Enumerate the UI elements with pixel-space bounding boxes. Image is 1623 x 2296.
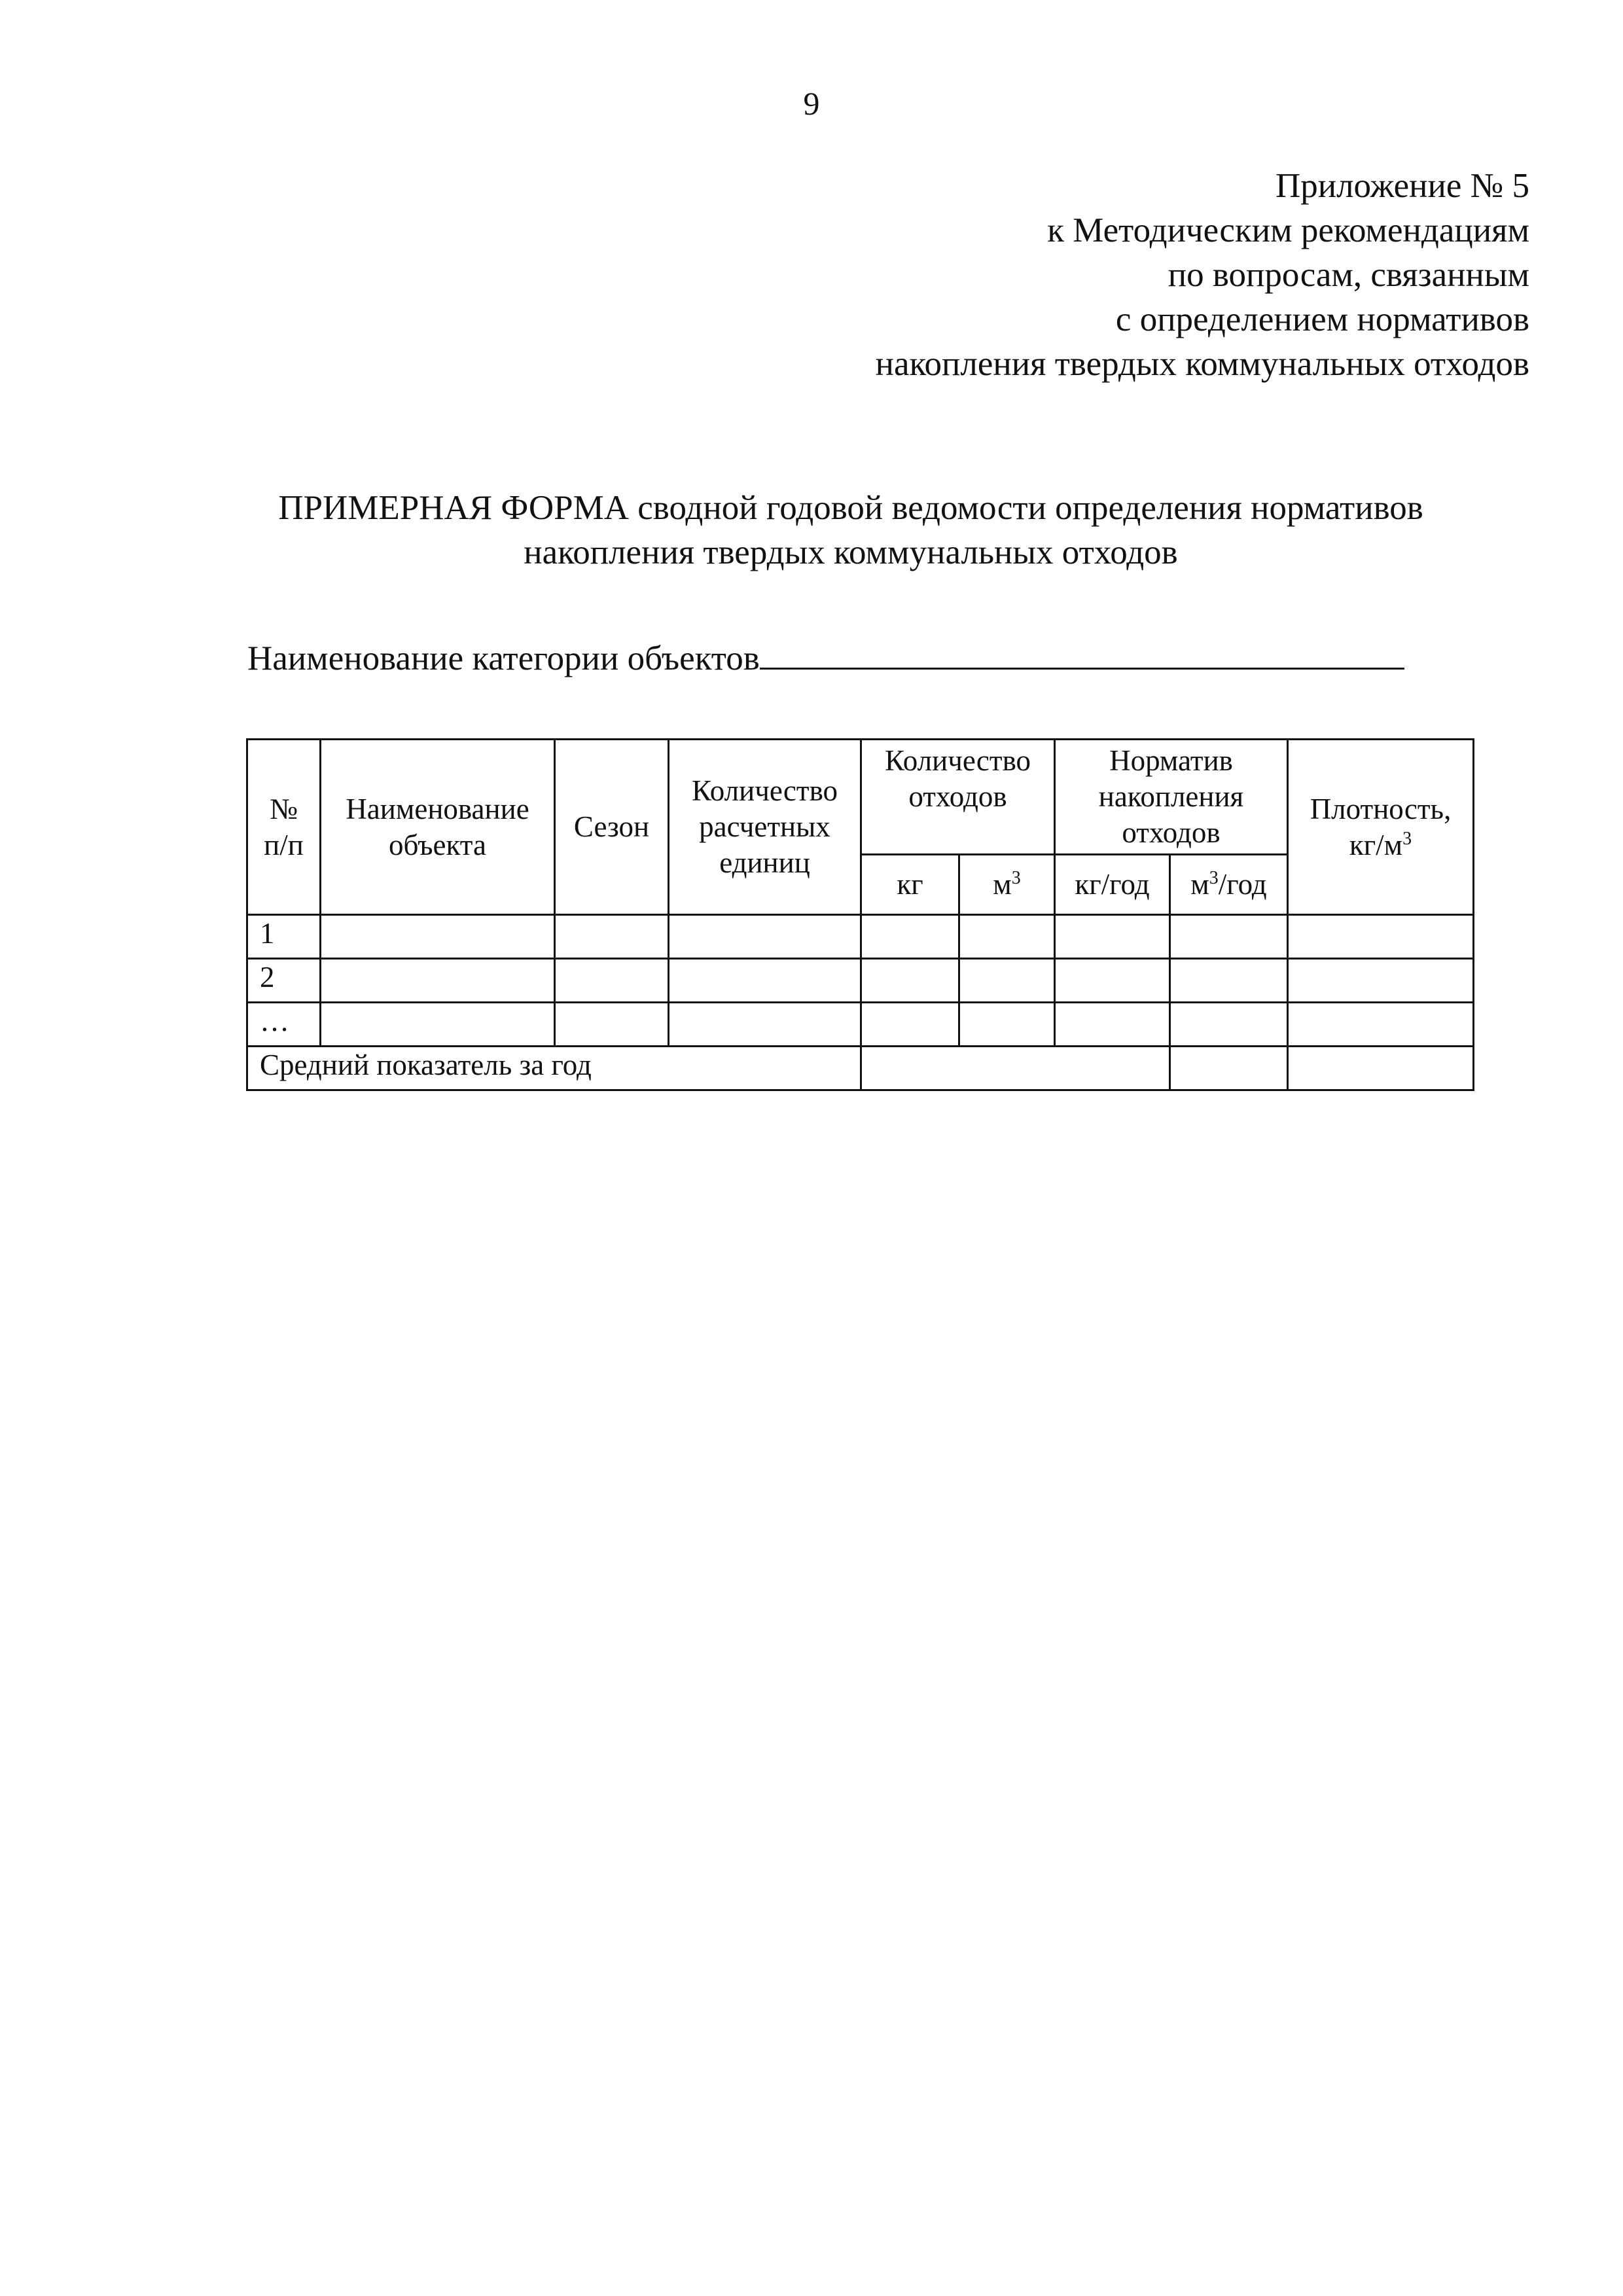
cell-density — [1288, 959, 1474, 1003]
page-number: 9 — [803, 85, 820, 122]
unit-text: кг/год — [1075, 868, 1150, 901]
header-row — [247, 740, 1474, 855]
unit-text: м — [993, 868, 1012, 901]
cell-m3-per-year — [1170, 915, 1288, 959]
header-text: Плотность, — [1310, 792, 1452, 825]
header-object-name — [321, 740, 555, 915]
header-text: Норматив — [1109, 744, 1233, 777]
cell-units — [669, 1003, 861, 1047]
header-text: расчетных — [699, 810, 830, 843]
cell-m3 — [959, 1003, 1055, 1047]
cell-units — [669, 959, 861, 1003]
cell-m3-per-year — [1170, 959, 1288, 1003]
summary-row — [247, 1047, 1474, 1090]
header-waste-quantity — [861, 740, 1055, 855]
cell-kg-per-year — [1055, 1003, 1170, 1047]
cell-kg — [861, 1003, 959, 1047]
unit-text: м — [1190, 868, 1209, 901]
unit-exponent: 3 — [1402, 828, 1412, 849]
table-row — [247, 959, 1474, 1003]
cell-density — [1288, 915, 1474, 959]
header-text: отходов — [1122, 816, 1221, 849]
subheader-m3-per-year — [1170, 855, 1288, 915]
appendix-line: по вопросам, связанным — [1168, 256, 1529, 294]
cell-object-name — [321, 915, 555, 959]
appendix-line: к Методическим рекомендациям — [1047, 211, 1529, 249]
subheader-kg-per-year — [1055, 855, 1170, 915]
header-text: Наименование — [346, 792, 529, 825]
category-label: Наименование категории объектов — [247, 639, 760, 677]
table-row — [247, 1003, 1474, 1047]
form-title-line: накопления твердых коммунальных отходов — [524, 533, 1178, 571]
header-text: Сезон — [573, 810, 650, 843]
appendix-reference — [876, 164, 1529, 386]
appendix-line: Приложение № 5 — [1275, 167, 1529, 205]
summary-label: Средний показатель за год — [247, 1047, 861, 1090]
header-accumulation-norm — [1055, 740, 1288, 855]
cell-m3 — [959, 959, 1055, 1003]
subheader-kg — [861, 855, 959, 915]
summary-table — [246, 738, 1474, 1091]
header-text: № — [270, 792, 298, 825]
cell-kg — [861, 915, 959, 959]
unit-exponent: 3 — [1209, 868, 1219, 888]
cell-kg — [861, 959, 959, 1003]
header-text: отходов — [908, 780, 1007, 813]
table-row — [247, 915, 1474, 959]
cell-m3-per-year — [1170, 1003, 1288, 1047]
header-text: объекта — [389, 828, 486, 861]
header-number — [247, 740, 321, 915]
header-units — [669, 740, 861, 915]
cell-object-name — [321, 1003, 555, 1047]
category-field — [247, 634, 1404, 681]
category-fill-line — [760, 634, 1404, 670]
cell-units — [669, 915, 861, 959]
cell-summary-density — [1288, 1047, 1474, 1090]
unit-text: кг — [897, 868, 923, 901]
unit-text: /год — [1218, 868, 1267, 901]
cell-m3 — [959, 915, 1055, 959]
form-title-line: ПРИМЕРНАЯ ФОРМА сводной годовой ведомости определения нормативов — [278, 489, 1423, 527]
subheader-m3 — [959, 855, 1055, 915]
appendix-line: с определением нормативов — [1115, 300, 1529, 338]
header-text: Количество — [884, 744, 1031, 777]
cell-kg-per-year — [1055, 959, 1170, 1003]
header-text: накопления — [1098, 780, 1244, 813]
cell-summary-quantity — [861, 1047, 1170, 1090]
form-title — [196, 486, 1505, 575]
row-number: 2 — [247, 959, 321, 1003]
header-text: Количество — [691, 774, 838, 807]
header-density — [1288, 740, 1474, 915]
appendix-line: накопления твердых коммунальных отходов — [875, 345, 1529, 383]
row-number: … — [247, 1003, 321, 1047]
header-text — [1289, 827, 1472, 863]
cell-summary-m3-per-year — [1170, 1047, 1288, 1090]
cell-kg-per-year — [1055, 915, 1170, 959]
cell-season — [555, 915, 669, 959]
unit-text: кг/м — [1349, 828, 1403, 861]
cell-object-name — [321, 959, 555, 1003]
header-season — [555, 740, 669, 915]
header-text: единиц — [719, 846, 810, 879]
cell-density — [1288, 1003, 1474, 1047]
cell-season — [555, 1003, 669, 1047]
row-number: 1 — [247, 915, 321, 959]
cell-season — [555, 959, 669, 1003]
unit-exponent: 3 — [1011, 868, 1021, 888]
header-text: п/п — [264, 828, 304, 861]
